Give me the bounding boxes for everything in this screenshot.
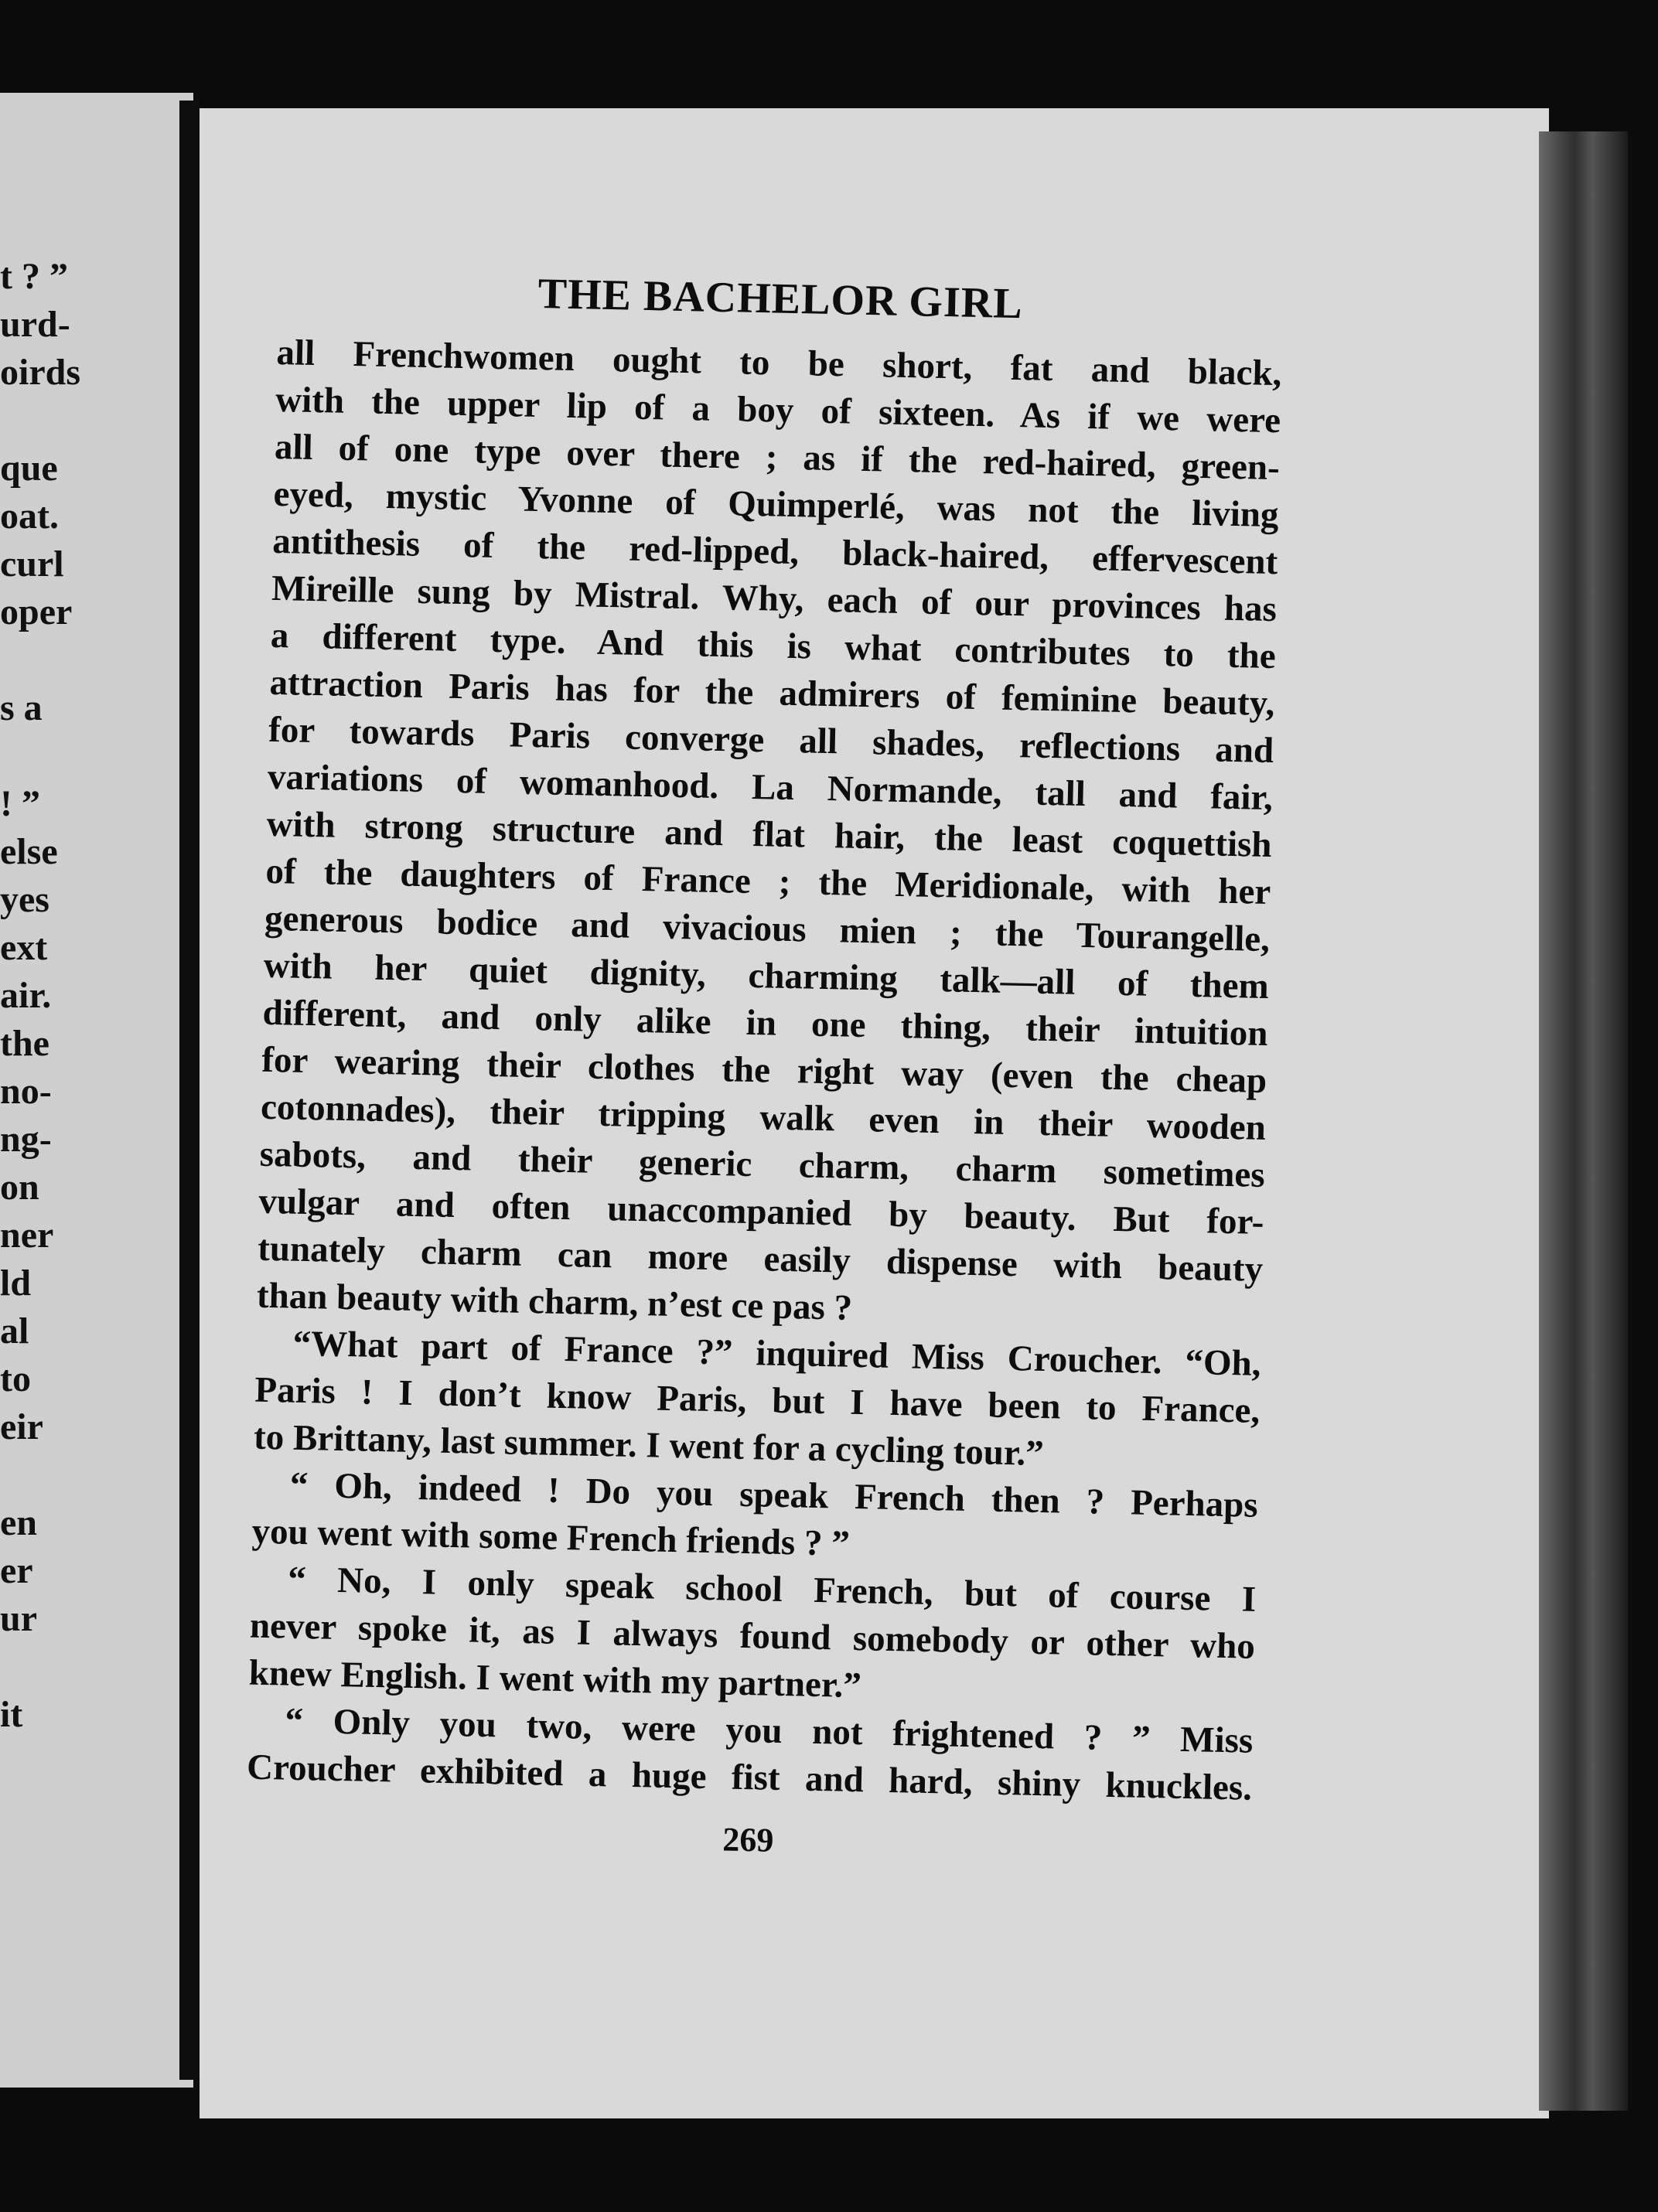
text-line: to Brittany, last summer. I went for a cycling tour.” (253, 1416, 1045, 1474)
left-fragment: ner (0, 1215, 54, 1256)
left-fragment: yes (0, 879, 49, 920)
left-fragment: oirds (0, 352, 81, 393)
text-line: “ Oh, indeed ! Do you speak French then ? Perhaps (289, 1464, 1259, 1525)
text-line: attraction Paris has for the admirers of feminine beauty, (269, 662, 1275, 724)
left-fragment: t ? ” (0, 256, 68, 297)
text-line: than beauty with charm, n’est ce pas ? (256, 1275, 853, 1328)
left-fragment: air. (0, 975, 52, 1016)
left-fragment: er (0, 1550, 33, 1591)
text-line: Mireille sung by Mistral. Why, each of our provinces has (271, 567, 1278, 630)
text-line: with her quiet dignity, charming talk—all of them (263, 945, 1270, 1007)
text-line: tunately charm can more easily dispense with beauty (257, 1228, 1264, 1290)
left-fragment: no- (0, 1071, 52, 1112)
left-fragment: ng- (0, 1119, 52, 1160)
running-head: THE BACHELOR GIRL (537, 270, 1024, 329)
left-fragment: ld (0, 1263, 32, 1304)
text-line: sabots, and their generic charm, charm sometimes (259, 1133, 1266, 1195)
left-fragment: al (0, 1310, 29, 1351)
left-fragment: to (0, 1358, 31, 1399)
text-line: vulgar and often unaccompanied by beauty. But for- (258, 1181, 1264, 1242)
text-line: “ No, I only speak school French, but of course I (287, 1559, 1257, 1620)
left-fragment: it (0, 1694, 23, 1735)
text-line: cotonnades), their tripping walk even in their wooden (260, 1086, 1267, 1148)
text-line: generous bodice and vivacious mien ; the Tourangelle, (264, 898, 1271, 960)
text-line: Paris ! I don’t know Paris, but I have been to France, (254, 1369, 1261, 1431)
text-line: all Frenchwomen ought to be short, fat and black, (276, 332, 1282, 394)
left-fragment: else (0, 831, 58, 872)
left-fragment: curl (0, 544, 64, 585)
text-line: of the daughters of France ; the Meridionale, with her (264, 850, 1271, 913)
left-fragment: the (0, 1023, 49, 1064)
book-gutter (179, 101, 200, 2080)
left-fragment: on (0, 1167, 39, 1208)
text-line: a different type. And this is what contributes to the (270, 615, 1277, 677)
text-line: knew English. I went with my partner.” (248, 1652, 862, 1706)
page-edges (1539, 131, 1628, 2111)
text-line: “ Only you two, were you not frightened ? ” Miss (284, 1700, 1254, 1761)
text-line: with strong structure and flat hair, the least coquettish (266, 803, 1273, 866)
left-fragment: en (0, 1502, 37, 1543)
text-line: Croucher exhibited a huge fist and hard, shiny knuckles. (246, 1747, 1253, 1808)
text-line: never spoke it, as I always found somebody or other who (249, 1605, 1256, 1667)
right-page-text-block (245, 263, 1284, 1873)
left-fragment: ur (0, 1598, 37, 1639)
text-line: eyed, mystic Yvonne of Quimperlé, was not the living (273, 473, 1279, 536)
left-fragment: ext (0, 927, 48, 968)
text-line: all of one type over there ; as if the red-haired, green- (274, 426, 1281, 489)
left-fragment: oper (0, 591, 73, 632)
left-fragment: urd- (0, 304, 70, 345)
left-fragment: eir (0, 1406, 43, 1447)
left-page (0, 93, 193, 2088)
text-line: different, and only alike in one thing, their intuition (262, 992, 1268, 1055)
left-fragment: s a (0, 687, 43, 728)
page-number: 269 (722, 1820, 774, 1859)
text-line: “What part of France ?” inquired Miss Croucher. “Oh, (292, 1323, 1262, 1384)
left-fragment: que (0, 448, 58, 489)
left-fragment: ! ” (0, 783, 40, 824)
text-line: variations of womanhood. La Normande, tall and fair, (267, 756, 1274, 819)
text-line: for wearing their clothes the right way (even the cheap (261, 1039, 1267, 1101)
text-line: with the upper lip of a boy of sixteen. As if we were (275, 379, 1281, 441)
text-line: antithesis of the red-lipped, black-haired, effervescent (271, 520, 1278, 583)
text-line: you went with some French friends ? ” (251, 1511, 851, 1564)
text-line: for towards Paris converge all shades, reflections and (268, 709, 1274, 772)
left-fragment: oat. (0, 496, 59, 537)
